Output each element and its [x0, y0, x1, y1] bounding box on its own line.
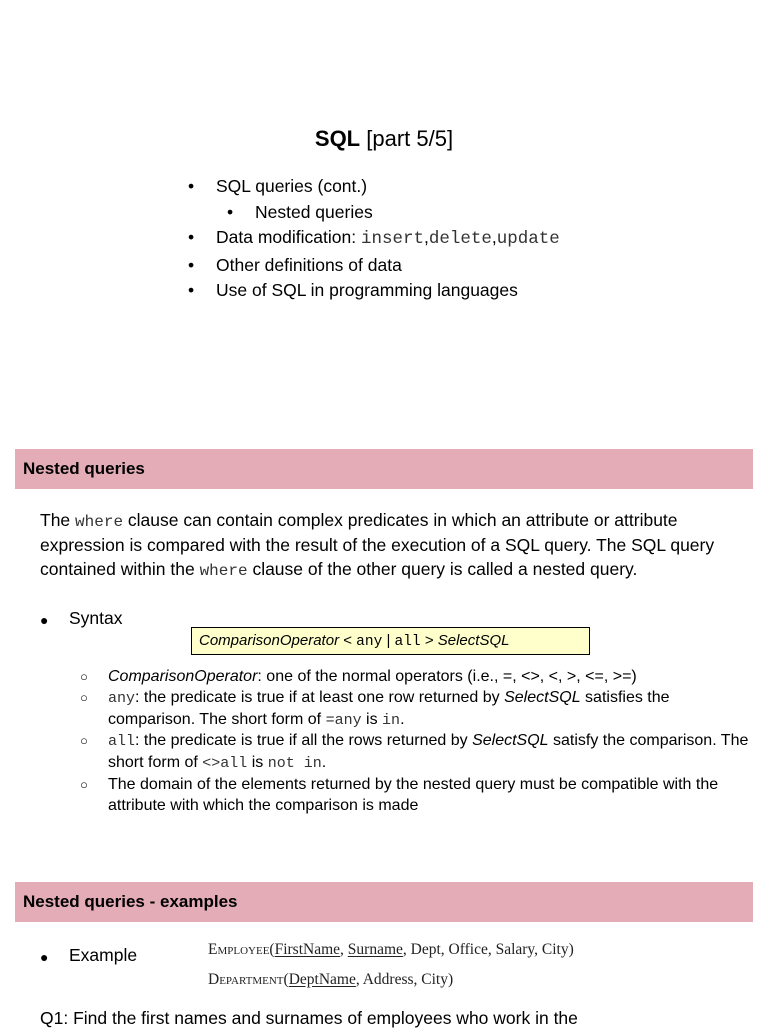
query-q1-text: Q1: Find the first names and surnames of employees who work in the	[40, 1008, 578, 1028]
example-label: Example	[69, 945, 138, 965]
bullet-icon: •	[188, 176, 195, 196]
toc-item: • Data modification: insert,delete,update	[188, 227, 560, 250]
circle-bullet-icon: ○	[80, 776, 88, 792]
list-item: ○ ComparisonOperator: one of the normal operators (i.e., =, <>, <, >, <=, >=)	[80, 667, 750, 688]
toc-subitem: • Nested queries	[188, 200, 560, 226]
section-header-nested-queries-examples: Nested queries - examples	[15, 882, 753, 922]
toc-list	[188, 174, 560, 304]
bullet-icon: •	[188, 227, 195, 248]
schema-employee: Employee(FirstName, Surname, Dept, Office, Salary, City)	[208, 941, 574, 958]
list-item: ○ all: the predicate is true if all the rows returned by SelectSQL satisfy the comparison. The short form of <>all is not in.	[80, 732, 749, 773]
bullet-icon: •	[188, 280, 195, 301]
toc-item: • SQL queries (cont.)	[188, 174, 560, 200]
page-title	[0, 126, 768, 152]
circle-bullet-icon: ○	[80, 733, 88, 749]
bullet-dot-icon: ●	[40, 612, 49, 628]
bullet-icon: •	[188, 254, 195, 275]
list-item: ○ The domain of the elements returned by the nested query must be compatible with the attribute with which the comparison is made	[80, 775, 719, 814]
list-item: ○ any: the predicate is true if at least one row returned by SelectSQL satisfies the comparison. The short form of =any is in.	[80, 688, 670, 729]
title-bold: SQL	[314, 126, 361, 151]
title-rest: [part 5/5]	[366, 126, 454, 151]
circle-bullet-icon: ○	[80, 669, 88, 684]
syntax-box: ComparisonOperator < any | all > SelectSQL	[191, 627, 590, 655]
toc-item: • Use of SQL in programming languages	[188, 278, 560, 304]
bullet-dot-icon: ●	[40, 949, 49, 965]
bullet-icon: •	[227, 201, 234, 222]
section-header-nested-queries: Nested queries	[15, 449, 753, 489]
schema-department: Department(DeptName, Address, City)	[208, 971, 454, 988]
toc-item: • Other definitions of data	[188, 253, 560, 279]
syntax-details-list	[80, 667, 750, 817]
circle-bullet-icon: ○	[80, 689, 88, 705]
intro-paragraph: The where clause can contain complex predicates in which an attribute or attribute expression is compared with the result of the execution of a SQL query. The SQL query contained within the where clause of the other query is called a nested query.	[40, 510, 715, 580]
syntax-label: Syntax	[69, 608, 123, 628]
